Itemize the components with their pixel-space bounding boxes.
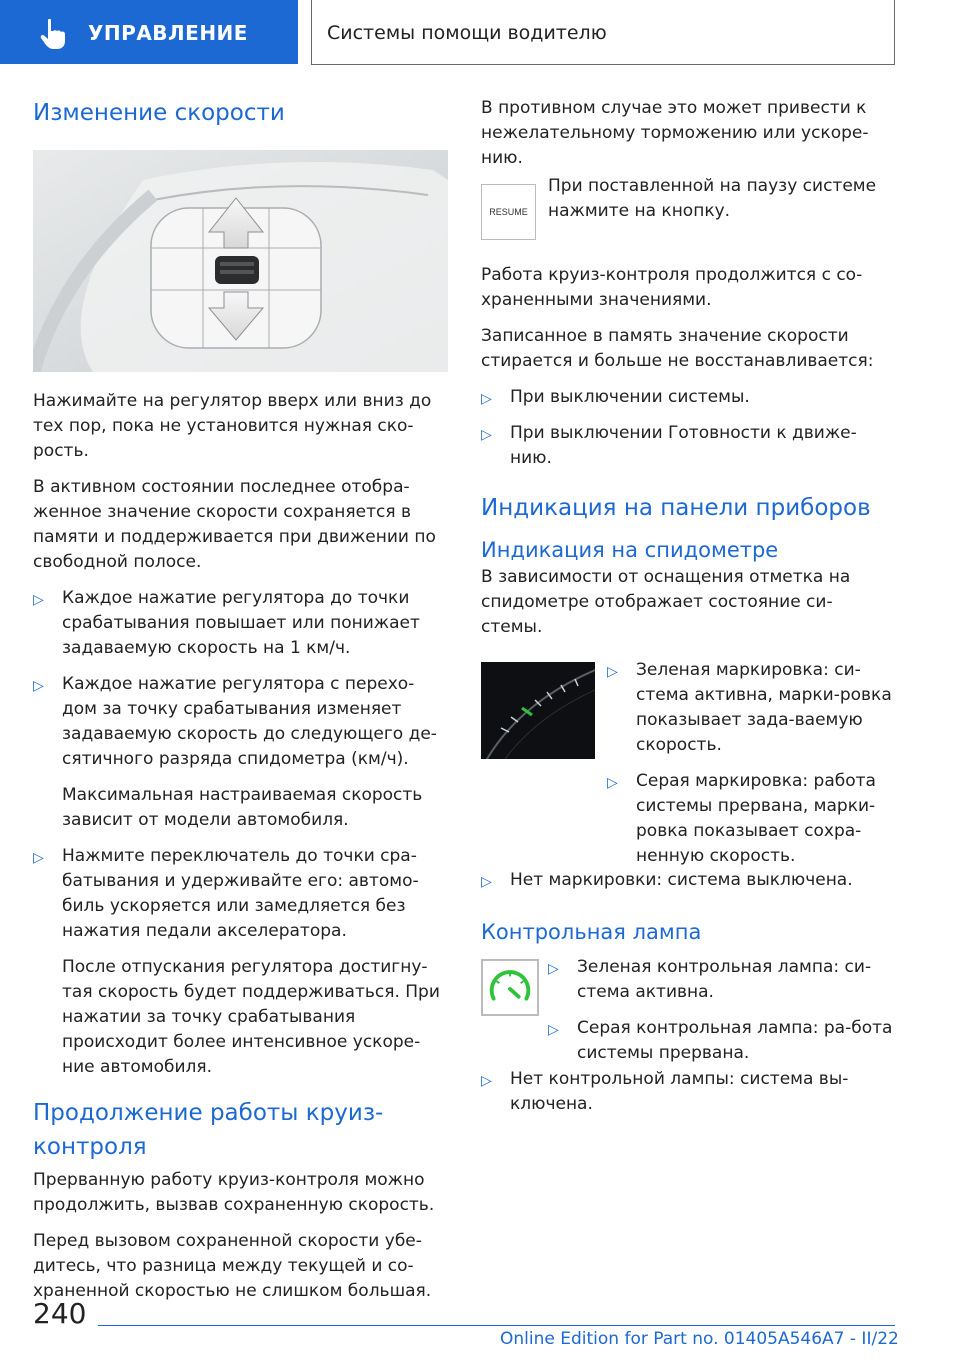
bullet-marker: ▷	[481, 874, 492, 890]
footer-divider	[98, 1325, 895, 1326]
cruise-control-lamp-icon	[481, 959, 539, 1016]
hand-pointer-icon	[38, 18, 68, 50]
paragraph: В зависимости от оснащения отметка на спидометре отображает состояние си-стемы.	[481, 567, 851, 637]
heading-resume: Продолжение работы круиз-контроля	[33, 1100, 384, 1160]
paragraph: Перед вызовом сохраненной скорости убе-дитесь, что разница между текущей и со-храненной скоростью не слишком большая.	[33, 1231, 432, 1301]
list-item: ▷ Зеленая контрольная лампа: си-стема активна.	[548, 957, 872, 1002]
speedometer-block	[481, 658, 893, 868]
bullet-marker: ▷	[481, 391, 492, 407]
heading-indicator-lamp: Контрольная лампа	[481, 920, 702, 944]
resume-button-icon: RESUME	[481, 184, 536, 240]
list-item: ▷ При выключении системы.	[481, 385, 893, 410]
list-item: ▷ Серая контрольная лампа: ра-бота системы прервана.	[548, 1018, 893, 1063]
bullet-marker: ▷	[548, 1022, 559, 1038]
right-column	[481, 96, 893, 1128]
paragraph: Записанное в память значение скорости стирается и больше не восстанавливается:	[481, 326, 874, 371]
bullet-marker: ▷	[481, 427, 492, 443]
footer-edition: Online Edition for Part no. 01405A546A7 - II/22	[500, 1329, 899, 1349]
lamp-block	[481, 959, 893, 1067]
bullet-marker: ▷	[33, 678, 44, 694]
paragraph: Прерванную работу круиз-контроля можно продолжить, вызвав сохраненную скорость.	[33, 1170, 435, 1215]
bullet-marker: ▷	[33, 850, 44, 866]
paragraph: В противном случае это может привести к нежелательному торможению или ускоре-нию.	[481, 98, 869, 168]
list-item: ▷ Зеленая маркировка: си-стема активна, марки-ровка показывает зада-ваемую скорость.	[607, 660, 892, 755]
steering-wheel-control-photo	[33, 150, 448, 372]
list-item: ▷ При выключении Готовности к движе-нию.	[481, 423, 857, 468]
resume-text: При поставленной на паузу системе нажмите на кнопку.	[548, 176, 877, 221]
list-item: ▷ Нет маркировки: система выключена.	[481, 868, 893, 893]
section-tab	[0, 0, 298, 64]
paragraph: В активном состоянии последнее отобра-женное значение скорости сохраняется в памяти и поддерживается при движении по свободной полосе.	[33, 477, 436, 572]
resume-block	[481, 176, 893, 252]
list-item: ▷ Серая маркировка: работа системы прервана, марки-ровка показывает сохра-ненную скорость.	[607, 771, 876, 866]
speedometer-marker-image	[481, 662, 595, 759]
bullet-marker: ▷	[481, 1073, 492, 1089]
bullet-marker: ▷	[33, 592, 44, 608]
heading-speedometer: Индикация на спидометре	[481, 538, 779, 562]
bullet-marker: ▷	[548, 961, 559, 977]
heading-display: Индикация на панели приборов	[481, 495, 871, 521]
list-item: ▷ Нет контрольной лампы: система вы-ключена.	[481, 1069, 849, 1114]
paragraph: Нажимайте на регулятор вверх или вниз до тех пор, пока не установится нужная ско-рость.	[33, 391, 432, 461]
list-item-note: После отпускания регулятора достигну-тая скорость будет поддерживаться. При нажатии за точку срабатывания происходит более интенсивное ускоре-ние автомобиля.	[62, 957, 440, 1077]
heading-speed-change: Изменение скорости	[33, 100, 285, 126]
bullet-marker: ▷	[607, 775, 618, 791]
list-item-note: Максимальная настраиваемая скорость зависит от модели автомобиля.	[62, 785, 423, 830]
bullet-marker: ▷	[607, 664, 618, 680]
paragraph: Работа круиз-контроля продолжится с со-храненными значениями.	[481, 265, 863, 310]
list-item: ▷ Каждое нажатие регулятора с перехо-дом за точку срабатывания изменяет задаваемую скорость до следующего де-сятичного разряда спидометра (км/ч).	[33, 674, 437, 769]
chapter-title: Системы помощи водителю	[327, 22, 607, 44]
left-column	[33, 96, 448, 1315]
list-item: ▷ Нажмите переключатель до точки сра-батывания и удерживайте его: автомо-биль ускоряется или замедляется без нажатия педали акселератора.	[33, 846, 419, 941]
page-number: 240	[33, 1297, 87, 1330]
section-label: УПРАВЛЕНИЕ	[88, 21, 248, 45]
chapter-box	[311, 0, 895, 65]
list-item: ▷ Каждое нажатие регулятора до точки срабатывания повышает или понижает задаваемую скорость на 1 км/ч.	[33, 588, 420, 658]
